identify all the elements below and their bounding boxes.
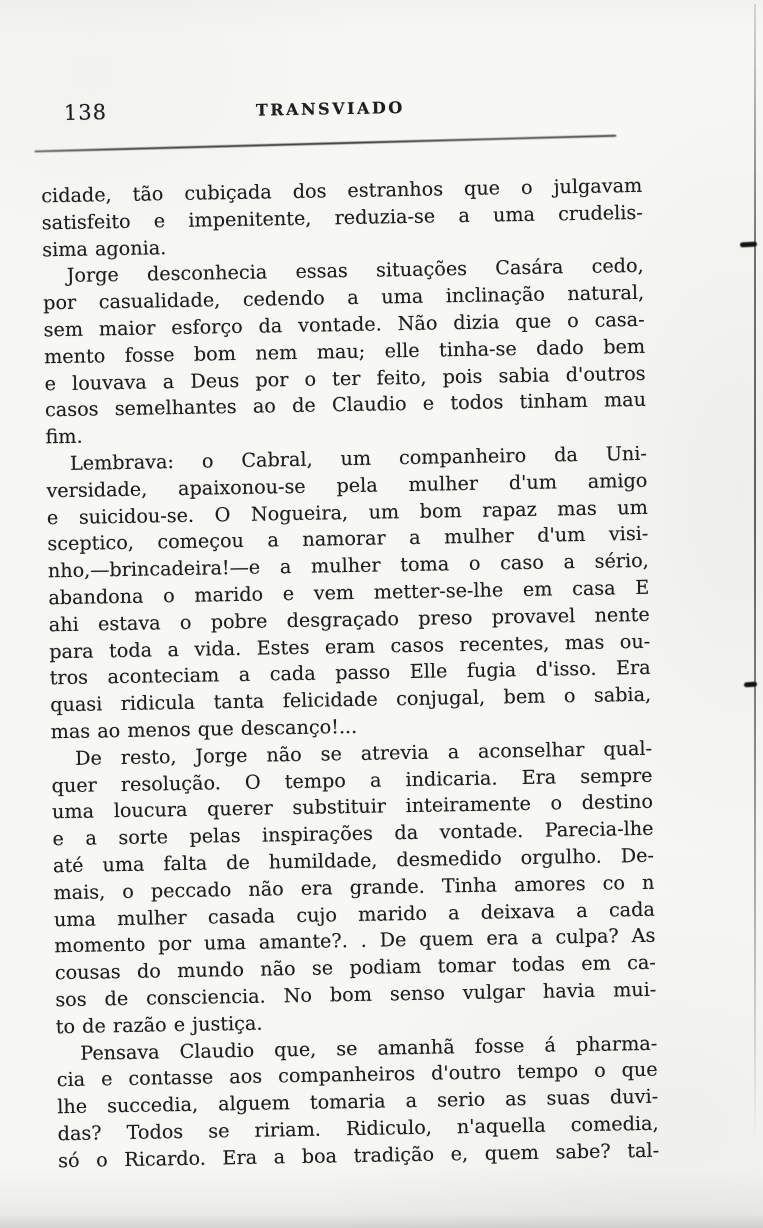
- text-line: das? Todos se ririam. Ridiculo, n'aquella comedia,: [57, 1111, 659, 1146]
- text-line: cidade, tão cubiçada dos estranhos que o julgavam: [41, 173, 643, 208]
- text-block: [41, 173, 659, 1175]
- text-line: Jorge desconhecia essas situações Casára cedo,: [66, 254, 644, 288]
- running-title: TRANSVIADO: [255, 97, 405, 120]
- text-line: e suicidou-se. O Nogueira, um bom rapaz mas um: [46, 495, 649, 529]
- page-number: 138: [63, 100, 108, 125]
- text-line: nho,—brincadeira!—e a mulher toma o caso a sério,: [47, 548, 649, 583]
- text-line: para toda a vida. Estes eram casos recentes, mas ou-: [49, 629, 651, 663]
- text-line: uma mulher casada cujo marido a deixava a cada: [53, 897, 656, 931]
- text-line: to de razão e justiça.: [55, 1011, 263, 1038]
- text-line: sos de consciencia. No bom senso vulgar havia mui-: [55, 977, 657, 1012]
- text-line: quer resolução. O tempo a indicaria. Era sempre: [51, 763, 653, 797]
- text-line: ahi estava o pobre desgraçado preso provavel nente: [48, 602, 650, 637]
- text-line: uma loucura querer substituir inteiramente o destino: [51, 790, 654, 824]
- text-line: quasi ridicula tanta felicidade conjugal, bem o sabia,: [50, 682, 652, 717]
- text-line: Pensava Claudio que, se amanhã fosse á pharma-: [80, 1031, 658, 1065]
- text-line: momento por uma amante?. . De quem era a culpa? As: [54, 924, 656, 958]
- text-line: e a sorte pelas inspirações da vontade. Parecia-lhe: [52, 816, 654, 851]
- header-rule: [35, 135, 617, 153]
- text-line: cia e contasse aos companheiros d'outro tempo o que: [56, 1058, 658, 1092]
- text-line: até uma falta de humildade, desmedido orgulho. De-: [52, 843, 655, 878]
- text-line: sem maior esforço da vontade. Não dizia que o casa-: [43, 307, 645, 342]
- text-line: mais, o peccado não era grande. Tinha amores co n: [53, 870, 655, 904]
- scan-edge-mark: [744, 682, 757, 688]
- text-line: cousas do mundo não se podiam tomar todas em ca-: [54, 950, 656, 985]
- text-line: por casualidade, cedendo a uma inclinação natural,: [42, 281, 645, 315]
- text-line: mento fosse bom nem mau; elle tinha-se dado bem: [43, 334, 646, 369]
- text-line: casos semelhantes ao de Claudio e todos tinham mau: [44, 388, 647, 422]
- text-line: e louvava a Deus por o ter feito, pois sabia d'outros: [44, 361, 646, 395]
- scan-binding-edge-line: [754, 4, 756, 1144]
- text-line: mas ao menos que descanço!...: [50, 714, 358, 744]
- text-line: Lembrava: o Cabral, um companheiro da Uni-: [69, 441, 648, 475]
- text-line: versidade, apaixonou-se pela mulher d'um amigo: [46, 468, 648, 503]
- text-line: só o Ricardo. Era a boa tradição e, quem sabe? tal-: [57, 1138, 660, 1172]
- text-line: abandona o marido e vem metter-se-lhe em casa E: [48, 575, 650, 610]
- text-line: fim.: [45, 424, 83, 449]
- text-line: lhe succedia, alguem tomaria a serio as suas duvi-: [57, 1084, 659, 1119]
- text-line: satisfeito e impenitente, reduzia-se a uma crudelis-: [41, 200, 643, 235]
- text-line: sceptico, começou a namorar a mulher d'um visi-: [47, 522, 649, 556]
- text-line: tros aconteciam a cada passo Elle fugia d'isso. Era: [49, 656, 651, 690]
- text-line: sima agonia.: [42, 235, 167, 261]
- scan-edge-mark: [740, 242, 757, 248]
- text-line: De resto, Jorge não se atrevia a aconselhar qual-: [74, 736, 653, 770]
- scan-bottom-shadow: [0, 1214, 763, 1228]
